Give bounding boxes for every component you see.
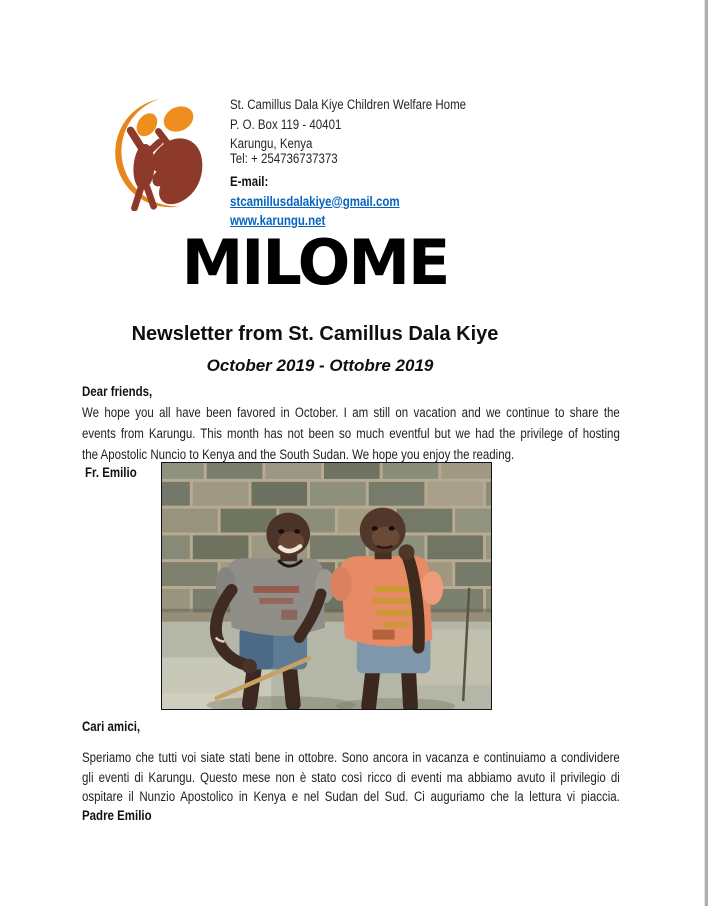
newsletter-subtitle: Newsletter from St. Camillus Dala Kiye: [131, 323, 499, 345]
po-box-line: P. O. Box 119 - 40401: [230, 116, 342, 132]
english-paragraph-line: We hope you all have been favored in October. I am still on vacation and we continue to share the: [82, 405, 620, 420]
location-line: Karungu, Kenya: [230, 136, 313, 151]
italian-signature: Padre Emilio: [82, 808, 152, 823]
logo-large-head-shape: [160, 102, 198, 137]
italian-paragraph-line: ospitare il Nunzio Apostolico in Kenya e nel Sudan del Sud. Ci auguriamo che la lettura vi piaccia.: [82, 789, 620, 804]
logo-graphic: [99, 96, 214, 211]
photo-illustration: [162, 463, 491, 709]
org-name-line: St. Camillus Dala Kiye Children Welfare Home: [230, 97, 467, 112]
phone-line: Tel: + 254736737373: [230, 150, 338, 166]
english-paragraph-line: the Apostolic Nuncio to Kenya and the South Sudan. We hope you enjoy the reading.: [82, 447, 515, 462]
logo-adult-figure-shape: [152, 138, 203, 204]
italian-paragraph-line: gli eventi di Karungu. Questo mese non è stato così ricco di eventi ma abbiamo avuto il privilegio di: [82, 769, 620, 785]
photo-two-boys: [161, 462, 492, 710]
italian-salutation: Cari amici,: [82, 719, 141, 734]
issue-date-line: October 2019 - Ottobre 2019: [206, 356, 434, 375]
email-label: E-mail:: [230, 174, 269, 189]
english-signature: Fr. Emilio: [85, 465, 137, 480]
italian-paragraph: [82, 748, 620, 807]
english-salutation: Dear friends,: [82, 384, 153, 399]
newsletter-title: MILOME: [181, 226, 449, 299]
italian-paragraph-line: Speriamo che tutti voi siate stati bene in ottobre. Sono ancora in vacanza e continuiamo a condividere: [82, 750, 620, 765]
email-link[interactable]: stcamillusdalakiye@gmail.com: [230, 193, 400, 209]
contact-block: [230, 95, 466, 231]
english-paragraph-line: events from Karungu. This month has not been so much eventful but we had the privilege of hosting: [82, 426, 620, 441]
website-link[interactable]: www.karungu.net: [230, 213, 326, 228]
english-paragraph: [82, 402, 620, 465]
st-camillus-logo: [99, 96, 214, 211]
